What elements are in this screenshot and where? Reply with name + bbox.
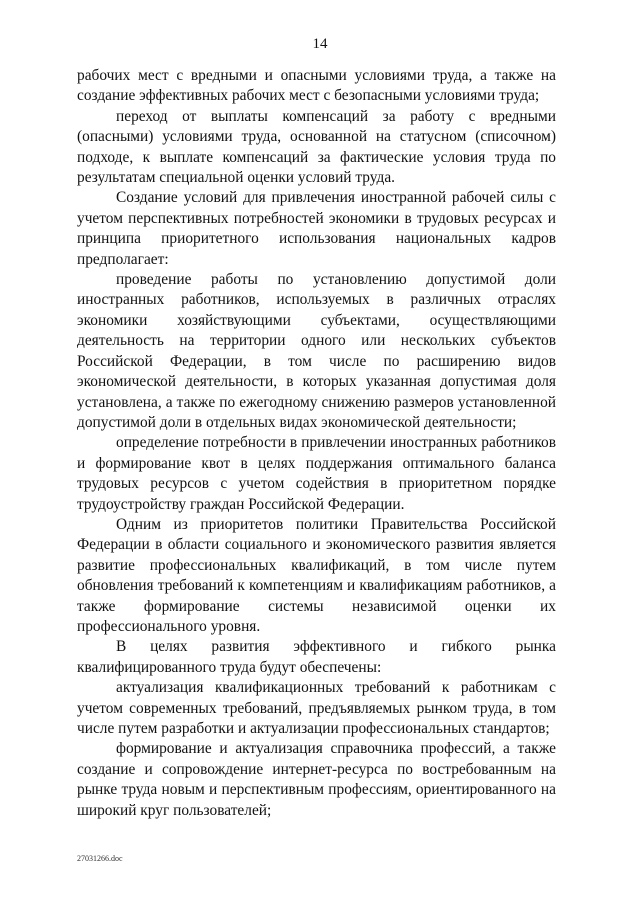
paragraph-7: В целях развития эффективного и гибкого рынка квалифицированного труда будут обеспечены: xyxy=(77,638,556,676)
paragraph-3: Создание условий для привлечения иностранной рабочей силы с учетом перспективных потребностей экономики в трудовых ресурсах и принципа приоритетного использования национальных кадров предполагает: xyxy=(77,189,556,268)
paragraph-9: формирование и актуализация справочника профессий, а также создание и сопровождение интернет-ресурса по востребованным на рынке труда новым и перспективным профессиям, ориентированного на широкий круг пользователей; xyxy=(77,740,556,819)
paragraph-4: проведение работы по установлению допустимой доли иностранных работников, используемых в различных отраслях экономики хозяйствующими субъектами, осуществляющими деятельность на территории одного или нескольких субъектов Российской Федерации, в том числе по расширению видов экономической деятельности, в которых указанная допустимая доля установлена, а также по ежегодному снижению размеров установленной допустимой доли в отдельных видах экономической деятельности; xyxy=(77,271,556,431)
paragraph-6: Одним из приоритетов политики Правительства Российской Федерации в области социального и экономического развития является развитие профессиональных квалификаций, в том числе путем обновления требований к компетенциям и квалификациям работников, а также формирование системы независимой оценки их профессионального уровня. xyxy=(77,515,556,635)
page-number: 14 xyxy=(312,36,328,52)
paragraph-2: переход от выплаты компенсаций за работу с вредными (опасными) условиями труда, основанной на статусном (списочном) подходе, к выплате компенсаций за фактические условия труда по результатам специальной оценки условий труда. xyxy=(77,107,556,187)
paragraph-5: определение потребности в привлечении иностранных работников и формирование квот в целях поддержания оптимального баланса трудовых ресурсов с учетом содействия в приоритетном порядке трудоустройству граждан Российской Федерации. xyxy=(77,434,556,513)
paragraph-1: рабочих мест с вредными и опасными условиями труда, а также на создание эффективных рабочих мест с безопасными условиями труда; xyxy=(77,67,556,105)
document-filename-footer: 27031266.doc xyxy=(77,854,123,863)
paragraph-8: актуализация квалификационных требований к работникам с учетом современных требований, предъявляемых рынком труда, в том числе путем разработки и актуализации профессиональных стандартов; xyxy=(77,679,556,737)
document-body xyxy=(77,66,556,821)
